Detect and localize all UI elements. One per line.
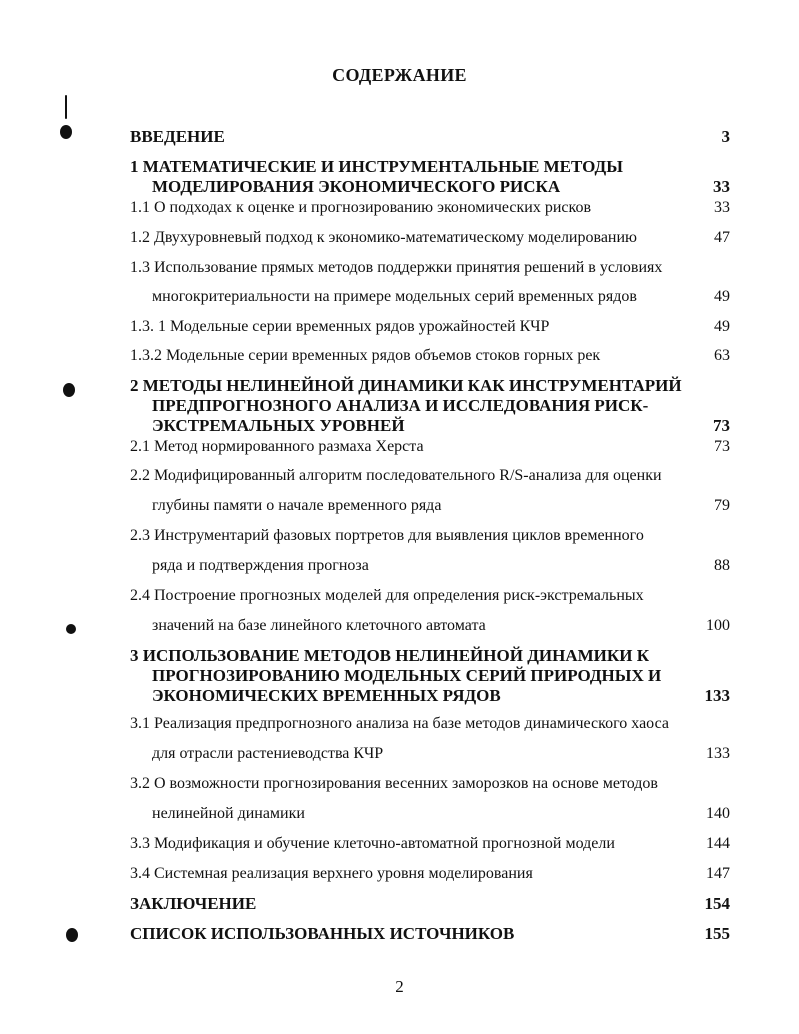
toc-title: СОДЕРЖАНИЕ [332, 65, 467, 85]
scan-mark [66, 928, 78, 942]
scan-mark [66, 624, 76, 634]
scan-mark [63, 383, 75, 397]
scan-mark [65, 95, 67, 119]
page-number: 2 [395, 977, 404, 996]
scan-mark [60, 125, 72, 139]
